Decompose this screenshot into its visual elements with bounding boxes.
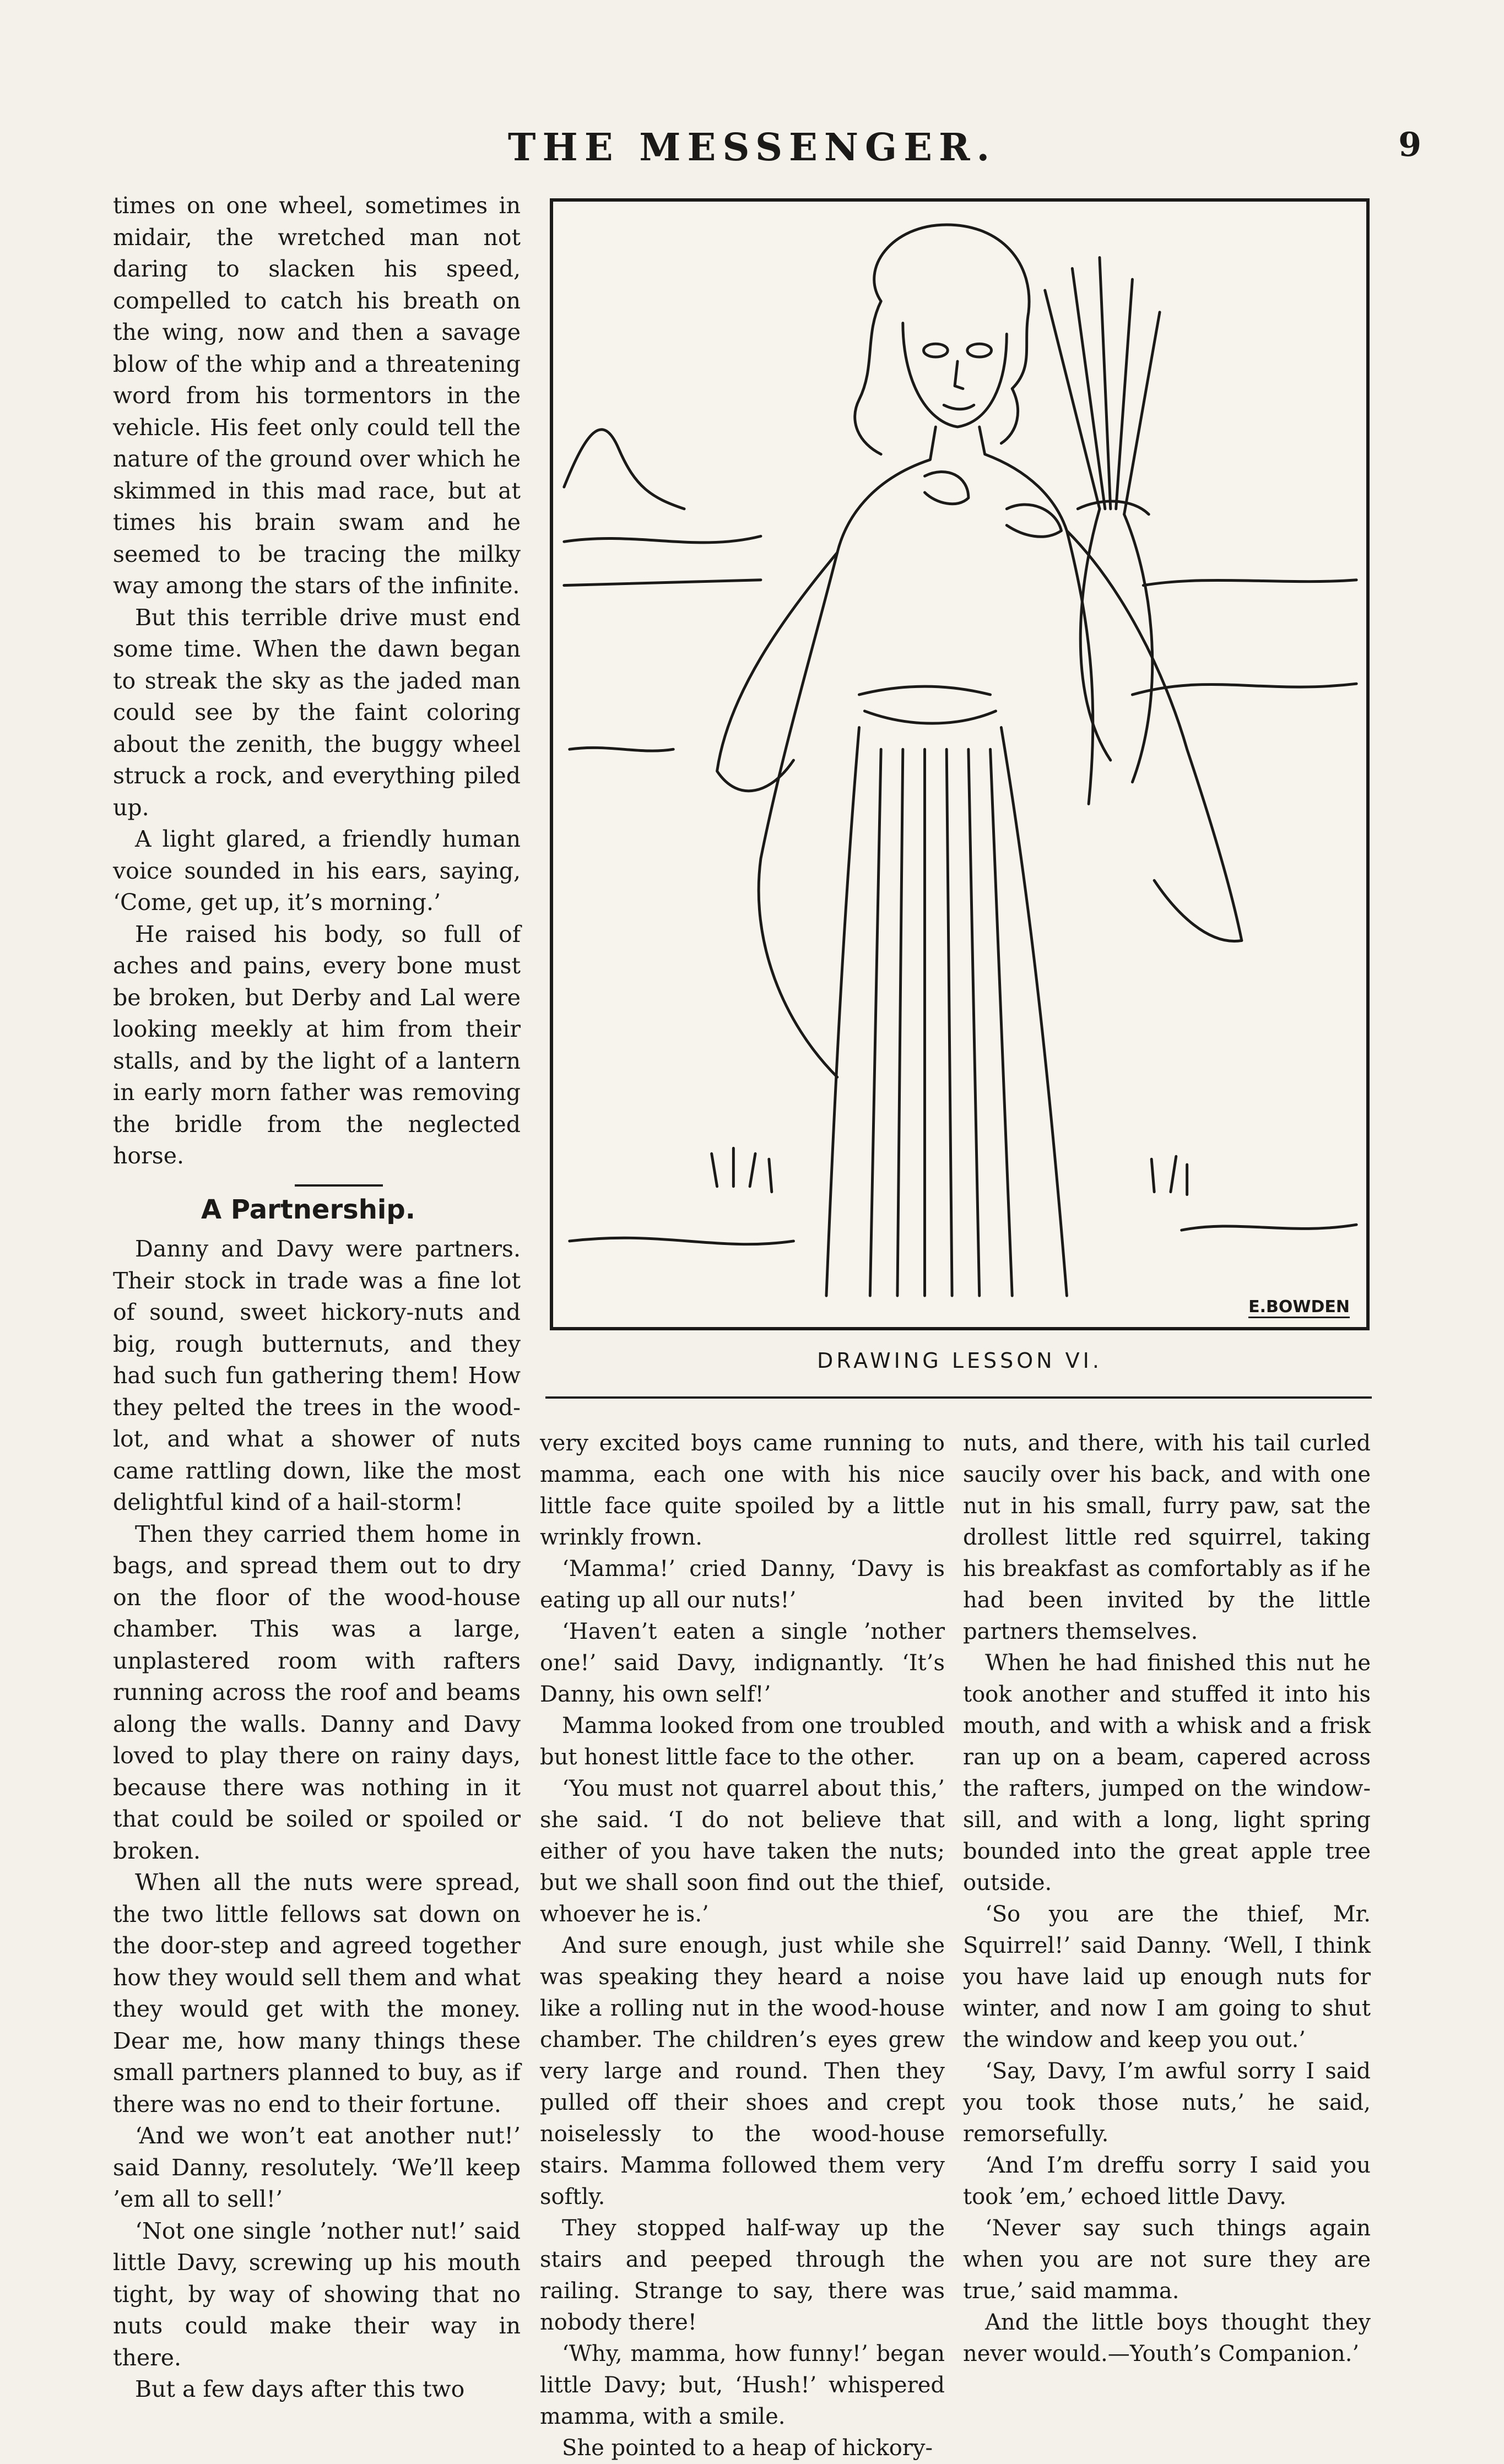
artist-signature: E.BOWDEN <box>1248 1297 1350 1318</box>
paragraph: ‘Not one single ’nother nut!’ said little Davy, screwing up his mouth tight, by way of showing that no nuts could make their way in there. <box>113 2217 521 2371</box>
heading-rule <box>295 1184 383 1187</box>
paragraph: ‘Haven’t eaten a single ’nother one!’ said Davy, indignantly. ‘It’s Danny, his own self!’ <box>540 1619 945 1707</box>
page-number: 9 <box>1398 126 1421 164</box>
paragraph: She pointed to a heap of hickory- <box>562 2435 933 2461</box>
paragraph: ‘Say, Davy, I’m awful sorry I said you took those nuts,’ he said, remorsefully. <box>963 2059 1371 2147</box>
paragraph: ‘And I’m dreffu sorry I said you took ’em,’ echoed little Davy. <box>963 2153 1371 2210</box>
paragraph: ‘Why, mamma, how funny!’ began little Davy; but, ‘Hush!’ whispered mamma, with a smile. <box>540 2341 945 2429</box>
article-heading-text: A Partnership. <box>201 1194 415 1225</box>
paragraph: They stopped half-way up the stairs and peeped through the railing. Strange to say, there was nobody there! <box>540 2216 945 2335</box>
paragraph: And the little boys thought they never would.—Youth’s Companion.’ <box>963 2310 1371 2366</box>
paragraph: ‘Never say such things again when you are not sure they are true,’ said mamma. <box>963 2216 1371 2304</box>
paragraph: nuts, and there, with his tail curled saucily over his back, and with one nut in his small, furry paw, sat the drollest little red squirrel, taking his breakfast as comfortably as if he had been invited by the little partners themselves. <box>963 1431 1371 1644</box>
paragraph: A light glared, a friendly human voice sounded in his ears, saying, ‘Come, get up, it’s morning.’ <box>113 826 521 916</box>
masthead-title: THE MESSENGER. <box>507 126 997 170</box>
illustration-caption: DRAWING LESSON VI. <box>817 1349 1102 1373</box>
right-column <box>963 1428 1371 2370</box>
article-heading <box>113 1194 521 1226</box>
girl-with-wheat-sheaf-drawing <box>553 202 1366 1327</box>
paragraph: Then they carried them home in bags, and spread them out to dry on the floor of the wood-house chamber. This was a large, unplastered room with rafters running across the roof and beams along the walls. Danny and Davy loved to play there on rainy days, because there was nothing in it that could be soiled or spoiled or broken. <box>113 1520 521 1864</box>
paragraph: But a few days after this two <box>135 2376 465 2402</box>
paragraph: He raised his body, so full of aches and pains, every bone must be broken, but Derby and Lal were looking meekly at him from their stalls, and by the light of a lantern in early morn father was removing the bridle from the neglected horse. <box>113 920 521 1169</box>
drawing-illustration <box>550 198 1370 1330</box>
page-header <box>0 126 1504 175</box>
caption-rule <box>545 1396 1372 1399</box>
paragraph: But this terrible drive must end some time. When the dawn began to streak the sky as the jaded man could see by the faint coloring about the zenith, the buggy wheel struck a rock, and everything piled up. <box>113 604 521 821</box>
paragraph: When he had finished this nut he took another and stuffed it into his mouth, and with a whisk and a frisk ran up on a beam, capered across the rafters, jumped on the window-sill, and with a long, light spring bounded into the great apple tree outside. <box>963 1650 1371 1896</box>
paragraph: ‘And we won’t eat another nut!’ said Danny, resolutely. ‘We’ll keep ’em all to sell!’ <box>113 2122 521 2212</box>
paragraph: ‘So you are the thief, Mr. Squirrel!’ said Danny. ‘Well, I think you have laid up enough nuts for winter, and now I am going to shut the window and keep you out.’ <box>963 1902 1371 2053</box>
left-column <box>113 190 521 2406</box>
paragraph: Danny and Davy were partners. Their stock in trade was a fine lot of sound, sweet hickory-nuts and big, rough butternuts, and they had such fun gathering them! How they pelted the trees in the wood-lot, and what a shower of nuts came rattling down, like the most delightful kind of a hail-storm! <box>113 1236 521 1515</box>
paragraph: Mamma looked from one troubled but honest little face to the other. <box>540 1713 945 1770</box>
middle-column <box>540 1428 945 2464</box>
paragraph: very excited boys came running to mamma, each one with his nice little face quite spoiled by a little wrinkly frown. <box>540 1431 945 1550</box>
paragraph: ‘Mamma!’ cried Danny, ‘Davy is eating up all our nuts!’ <box>540 1556 945 1613</box>
paragraph: ‘You must not quarrel about this,’ she said. ‘I do not believe that either of you have taken the nuts; but we shall soon find out the thief, whoever he is.’ <box>540 1776 945 1927</box>
paragraph: When all the nuts were spread, the two little fellows sat down on the door-step and agreed together how they would sell them and what they would get with the money. Dear me, how many things these small partners planned to buy, as if there was no end to their fortune. <box>113 1869 521 2118</box>
paragraph: times on one wheel, sometimes in midair, the wretched man not daring to slacken his speed, compelled to catch his breath on the wing, now and then a savage blow of the whip and a threatening word from his tormentors in the vehicle. His feet only could tell the nature of the ground over which he skimmed in this mad race, but at times his brain swam and he seemed to be tracing the milky way among the stars of the infinite. <box>113 192 521 599</box>
paragraph: And sure enough, just while she was speaking they heard a noise like a rolling nut in the wood-house chamber. The children’s eyes grew very large and round. Then they pulled off their shoes and crept noiselessly to the wood-house stairs. Mamma followed them very softly. <box>540 1933 945 2210</box>
